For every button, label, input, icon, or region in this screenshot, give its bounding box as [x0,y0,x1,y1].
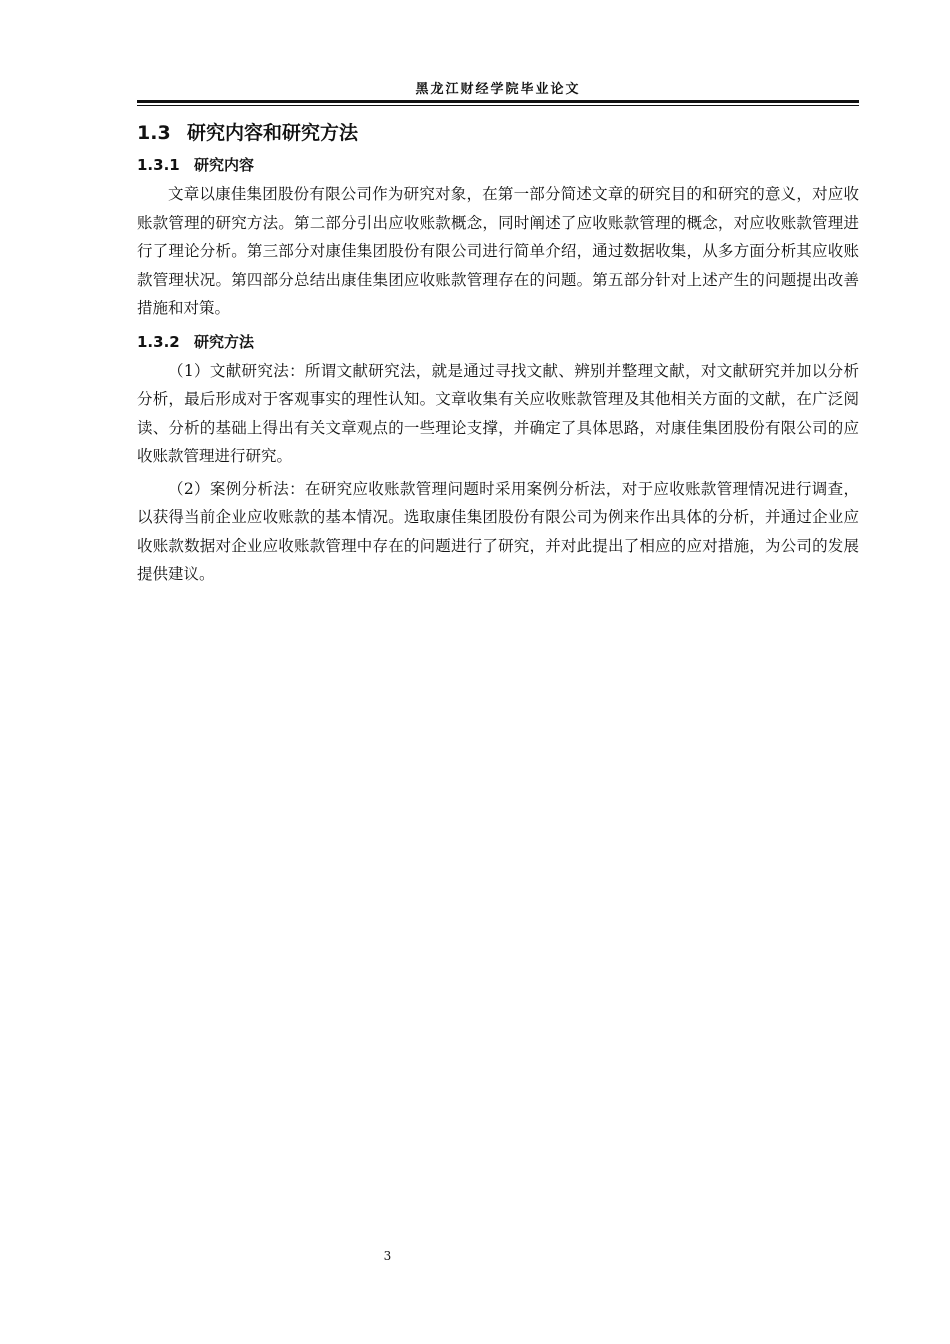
paragraph-literature-method: （1）文献研究法：所谓文献研究法，就是通过寻找文献、辨别并整理文献，对文献研究并加以分析分析，最后形成对于客观事实的理性认知。文章收集有关应收账款管理及其他相关方面的文献，在广泛阅读、分析的基础上得出有关文章观点的一些理论支撑，并确定了具体思路，对康佳集团股份有限公司的应收账款管理进行研究。 [137,361,859,465]
subsection-title: 研究内容 [194,156,255,174]
page-number: 3 [383,1249,392,1263]
subsection-heading-research-content [137,150,859,180]
subsection-title: 研究方法 [194,332,255,351]
subsection-heading-research-methods [137,327,859,357]
header-rule-thin [137,105,859,106]
section-title: 研究内容和研究方法 [187,122,359,144]
page-content [137,116,859,593]
page-header-title: 黑龙江财经学院毕业论文 [415,82,581,97]
paragraph-case-method: （2）案例分析法：在研究应收账款管理问题时采用案例分析法，对于应收账款管理情况进行调查，以获得当前企业应收账款的基本情况。选取康佳集团股份有限公司为例来作出具体的分析，并通过企业应收账款数据对企业应收账款管理中存在的问题进行了研究，并对此提出了相应的应对措施，为公司的发展提供建议。 [137,479,859,583]
header-rule-thick [137,100,859,103]
subsection-number: 1.3.2 [137,332,180,351]
subsection-number: 1.3.1 [137,156,180,174]
section-number: 1.3 [137,122,171,144]
paragraph-research-content: 文章以康佳集团股份有限公司作为研究对象，在第一部分简述文章的研究目的和研究的意义，对应收账款管理的研究方法。第二部分引出应收账款概念，同时阐述了应收账款管理的概念，对应收账款管理进行了理论分析。第三部分对康佳集团股份有限公司进行简单介绍，通过数据收集，从多方面分析其应收账款管理状况。第四部分总结出康佳集团应收账款管理存在的问题。第五部分针对上述产生的问题提出改善措施和对策。 [137,185,859,317]
section-heading [137,116,859,150]
